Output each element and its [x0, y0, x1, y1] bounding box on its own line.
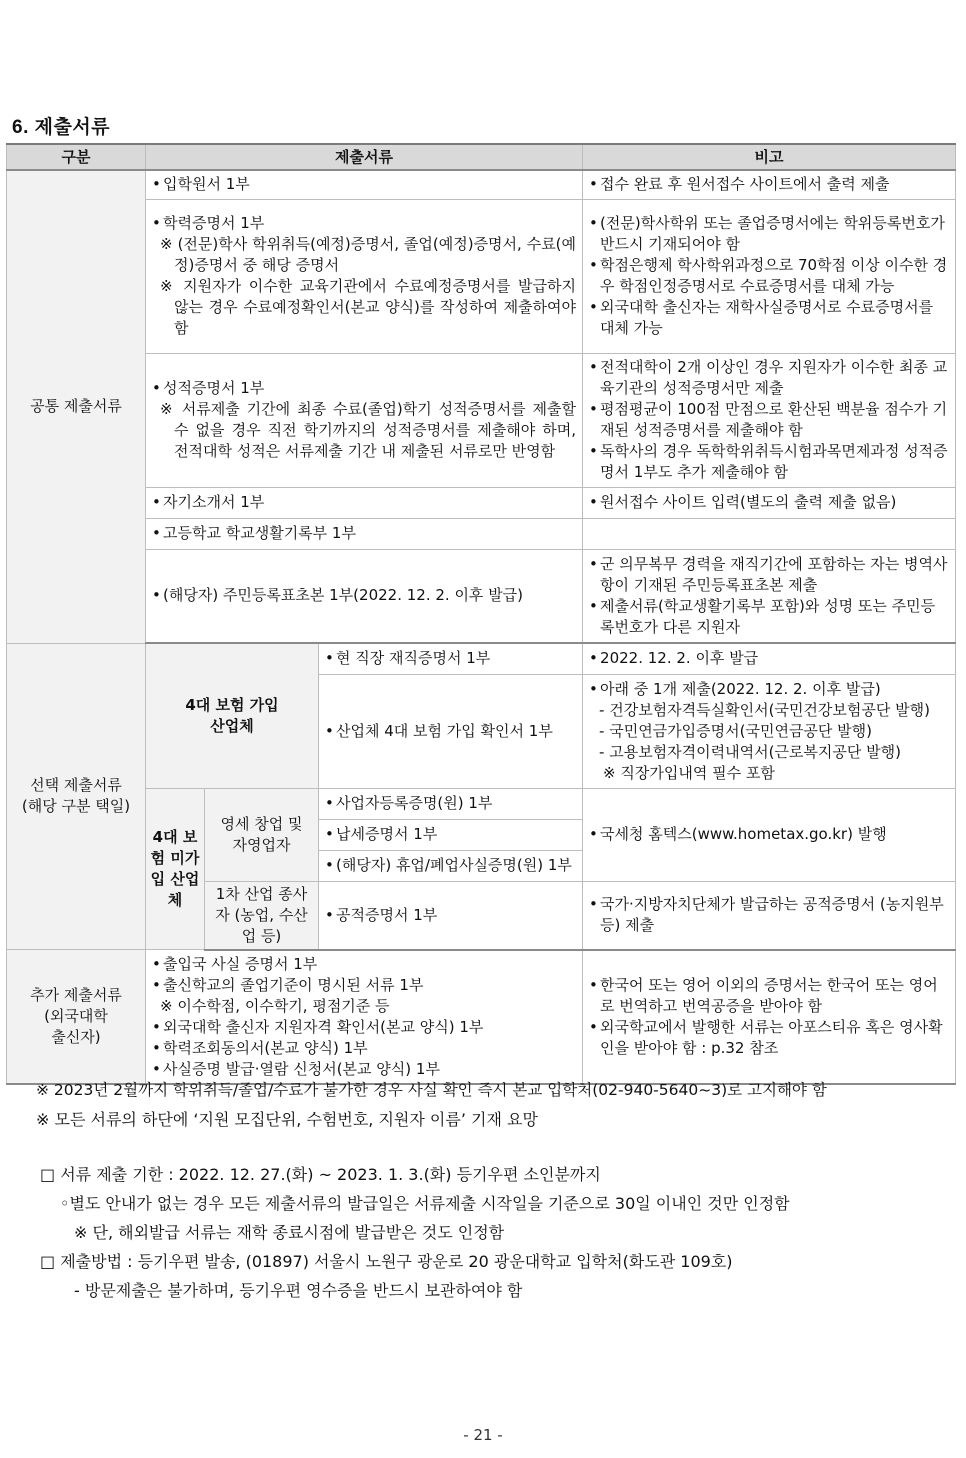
category-common: 공통 제출서류	[7, 170, 146, 643]
doc-item: • 학력증명서 1부	[152, 213, 576, 234]
self-employed-label: 영세 창업 및 자영업자	[205, 788, 319, 881]
doc-item: • (해당자) 주민등록표초본 1부(2022. 12. 2. 이후 발급)	[152, 585, 576, 606]
doc-note: ※ (전문)학사 학위취득(예정)증명서, 졸업(예정)증명서, 수료(예정)증명서 중 해당 증명서	[160, 235, 577, 274]
doc-item: • 외국대학 출신자 지원자격 확인서(본교 양식) 1부	[152, 1017, 576, 1038]
table-row	[7, 643, 956, 674]
table-row	[7, 170, 956, 199]
header-category: 구분	[7, 144, 146, 170]
primary-industry-label: 1차 산업 종사자 (농업, 수산업 등)	[205, 881, 319, 950]
table-row	[7, 788, 956, 819]
note-item: • 군 의무복무 경력을 재직기간에 포함하는 자는 병역사항이 기재된 주민등록표초본 제출	[589, 554, 949, 596]
note-item: • 국가·지방자치단체가 발급하는 공적증명서 (농지원부 등) 제출	[589, 894, 949, 936]
note-item: • (전문)학사학위 또는 졸업증명서에는 학위등록번호가 반드시 기재되어야 함	[589, 213, 949, 255]
table-row	[7, 950, 956, 1084]
footnote: ※ 모든 서류의 하단에 ‘지원 모집단위, 수험번호, 지원자 이름’ 기재 요망	[36, 1110, 538, 1129]
page-number: - 21 -	[463, 1426, 503, 1444]
category-foreign: 추가 제출서류 (외국대학 출신자)	[7, 950, 146, 1084]
uninsured-employer-label: 4대 보험 미가입 산업체	[146, 788, 205, 950]
doc-note: ※ 서류제출 기간에 최종 수료(졸업)학기 성적증명서를 제출할 수 없을 경우 직전 학기까지의 성적증명서를 제출해야 하며, 전적대학 성적은 서류제출 기간 내 제출된 서류로만 반영함	[160, 400, 577, 460]
doc-item: • 성적증명서 1부	[152, 378, 576, 399]
insured-employer-label: 4대 보험 가입 산업체	[146, 643, 319, 788]
doc-item: • 입학원서 1부	[152, 174, 576, 195]
submission-deadline: □ 서류 제출 기한 : 2022. 12. 27.(화) ~ 2023. 1. 3.(화) 등기우편 소인분까지	[40, 1165, 601, 1184]
doc-item: • (해당자) 휴업/폐업사실증명(원) 1부	[325, 855, 576, 876]
table-row	[7, 353, 956, 487]
note-sub-item: - 건강보험자격득실확인서(국민건강보험공단 발행)	[599, 700, 930, 719]
doc-item: • 공적증명서 1부	[325, 905, 576, 926]
note-sub-item: - 국민연금가입증명서(국민연금공단 발행)	[599, 721, 873, 740]
note-item: • 전적대학이 2개 이상인 경우 지원자가 이수한 최종 교육기관의 성적증명서만 제출	[589, 357, 949, 399]
footnote: ※ 2023년 2월까지 학위취득/졸업/수료가 불가한 경우 사실 확인 즉시 본교 입학처(02-940-5640~3)로 고지해야 함	[36, 1081, 827, 1099]
doc-item: • 산업체 4대 보험 가입 확인서 1부	[325, 721, 576, 742]
note-item: • 외국대학 출신자는 재학사실증명서로 수료증명서를 대체 가능	[589, 297, 949, 339]
note-sub-item: ※ 직장가입내역 필수 포함	[603, 763, 775, 782]
submission-info	[40, 1160, 965, 1305]
doc-note: ※ 이수학점, 이수학기, 평점기준 등	[160, 996, 390, 1015]
issue-date-rule: ◦별도 안내가 없는 경우 모든 제출서류의 발급일은 서류제출 시작일을 기준으로 30일 이내인 것만 인정함	[60, 1194, 790, 1213]
note-item: • 제출서류(학교생활기록부 포함)와 성명 또는 주민등록번호가 다른 지원자	[589, 596, 949, 638]
note-sub-item: - 고용보험자격이력내역서(근로복지공단 발행)	[599, 742, 901, 761]
overseas-rule: ※ 단, 해외발급 서류는 재학 종료시점에 발급받은 것도 인정함	[74, 1223, 505, 1242]
section-title: 6. 제출서류	[12, 117, 111, 138]
doc-item: • 고등학교 학교생활기록부 1부	[152, 523, 576, 544]
note-item: • 원서접수 사이트 입력(별도의 출력 제출 없음)	[589, 492, 949, 513]
category-optional: 선택 제출서류 (해당 구분 택일)	[7, 643, 146, 950]
footnotes	[36, 1076, 966, 1134]
submission-method-note: - 방문제출은 불가하며, 등기우편 영수증을 반드시 보관하여야 함	[74, 1281, 523, 1300]
doc-item: • 출입국 사실 증명서 1부	[152, 954, 576, 975]
table-row	[7, 487, 956, 518]
submission-method: □ 제출방법 : 등기우편 발송, (01897) 서울시 노원구 광운로 20 광운대학교 입학처(화도관 109호)	[40, 1252, 733, 1271]
note-item: • 국세청 홈텍스(www.hometax.go.kr) 발행	[589, 824, 949, 845]
doc-item: • 사업자등록증명(원) 1부	[325, 793, 576, 814]
header-documents: 제출서류	[146, 144, 583, 170]
doc-item: • 납세증명서 1부	[325, 824, 576, 845]
note-item: • 아래 중 1개 제출(2022. 12. 2. 이후 발급)	[589, 679, 949, 700]
note-item: • 접수 완료 후 원서접수 사이트에서 출력 제출	[589, 174, 949, 195]
doc-item: • 출신학교의 졸업기준이 명시된 서류 1부	[152, 975, 576, 996]
note-item: • 외국학교에서 발행한 서류는 아포스티유 혹은 영사확인을 받아야 함 : p.32 참조	[589, 1017, 949, 1059]
note-item: • 독학사의 경우 독학학위취득시험과목면제과정 성적증명서 1부도 추가 제출해야 함	[589, 441, 949, 483]
note-item: • 학점은행제 학사학위과정으로 70학점 이상 이수한 경우 학점인정증명서로 수료증명서를 대체 가능	[589, 255, 949, 297]
header-remarks: 비고	[583, 144, 956, 170]
table-row	[7, 549, 956, 643]
doc-item: • 학력조회동의서(본교 양식) 1부	[152, 1038, 576, 1059]
doc-item: • 사실증명 발급·열람 신청서(본교 양식) 1부	[152, 1059, 576, 1080]
doc-item: • 자기소개서 1부	[152, 492, 576, 513]
note-item: • 한국어 또는 영어 이외의 증명서는 한국어 또는 영어로 번역하고 번역공증을 받아야 함	[589, 975, 949, 1017]
doc-note: ※ 지원자가 이수한 교육기관에서 수료예정증명서를 발급하지 않는 경우 수료예정확인서(본교 양식)를 작성하여 제출하여야 함	[160, 277, 577, 337]
note-item: • 2022. 12. 2. 이후 발급	[589, 648, 949, 669]
table-header-row	[7, 144, 956, 170]
empty-note	[583, 518, 956, 549]
note-item: • 평점평균이 100점 만점으로 환산된 백분율 점수가 기재된 성적증명서를 제출해야 함	[589, 399, 949, 441]
table-row	[7, 199, 956, 353]
documents-table	[6, 143, 956, 1085]
table-row	[7, 518, 956, 549]
doc-item: • 현 직장 재직증명서 1부	[325, 648, 576, 669]
